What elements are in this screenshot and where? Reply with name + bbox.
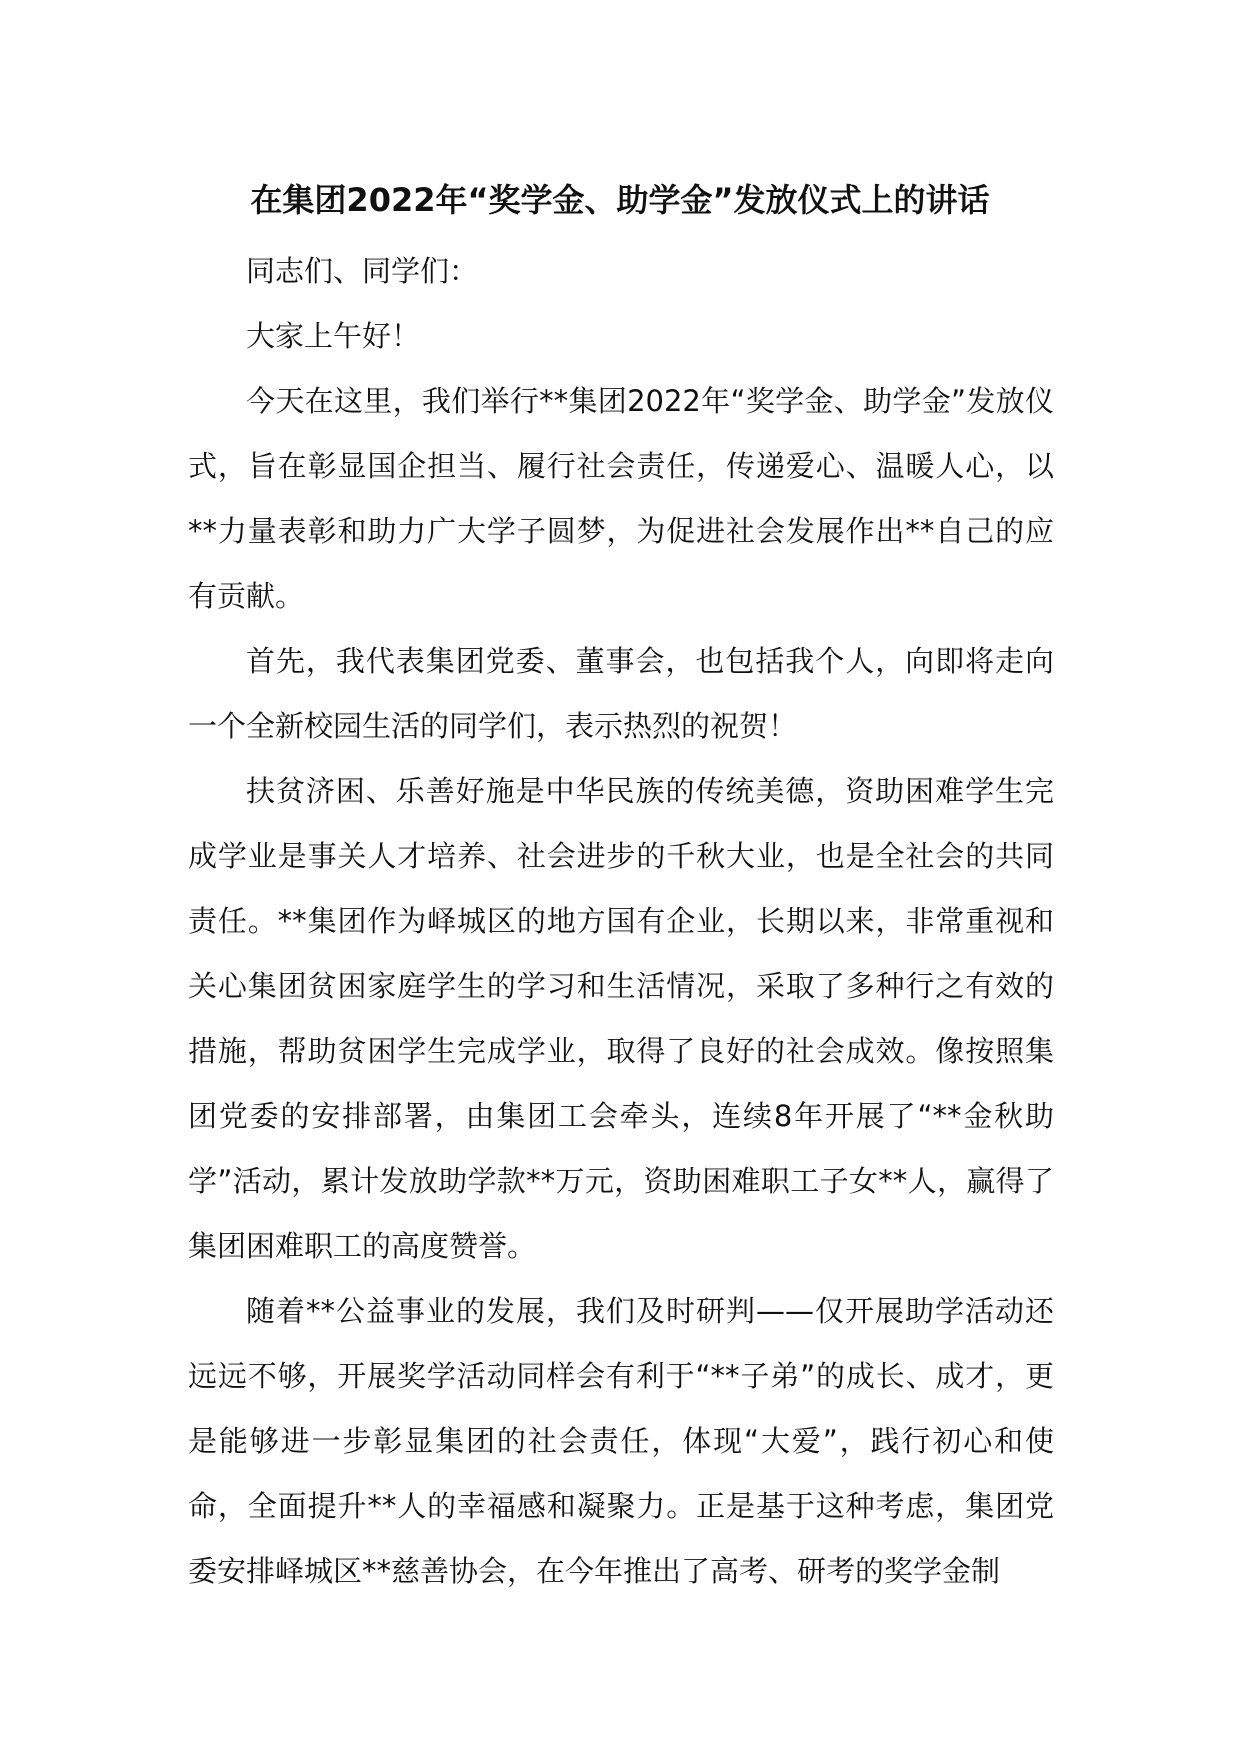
body-paragraph: 首先，我代表集团党委、董事会，也包括我个人，向即将走向一个全新校园生活的同学们，表示热烈的祝贺！ bbox=[188, 644, 1054, 743]
document-body bbox=[188, 239, 1054, 1604]
greeting: 大家上午好！ bbox=[246, 319, 421, 353]
document-title: 在集团2022年“奖学金、助学金”发放仪式上的讲话 bbox=[250, 181, 990, 219]
body-paragraph: 今天在这里，我们举行**集团2022年“奖学金、助学金”发放仪式，旨在彰显国企担当、履行社会责任，传递爱心、温暖人心，以**力量表彰和助力广大学子圆梦，为促进社会发展作出**自己的应有贡献。 bbox=[188, 384, 1054, 613]
body-paragraph: 扶贫济困、乐善好施是中华民族的传统美德，资助困难学生完成学业是事关人才培养、社会进步的千秋大业，也是全社会的共同责任。**集团作为峄城区的地方国有企业，长期以来，非常重视和关心集团贫困家庭学生的学习和生活情况，采取了多种行之有效的措施，帮助贫困学生完成学业，取得了良好的社会成效。像按照集团党委的安排部署，由集团工会牵头，连续8年开展了“**金秋助学”活动，累计发放助学款**万元，资助困难职工子女**人，赢得了集团困难职工的高度赞誉。 bbox=[188, 774, 1054, 1263]
salutation: 同志们、同学们： bbox=[246, 254, 479, 288]
body-paragraph: 随着**公益事业的发展，我们及时研判——仅开展助学活动还远远不够，开展奖学活动同样会有利于“**子弟”的成长、成才，更是能够进一步彰显集团的社会责任，体现“大爱”，践行初心和使命，全面提升**人的幸福感和凝聚力。正是基于这种考虑，集团党委安排峄城区**慈善协会，在今年推出了高考、研考的奖学金制 bbox=[188, 1294, 1054, 1588]
